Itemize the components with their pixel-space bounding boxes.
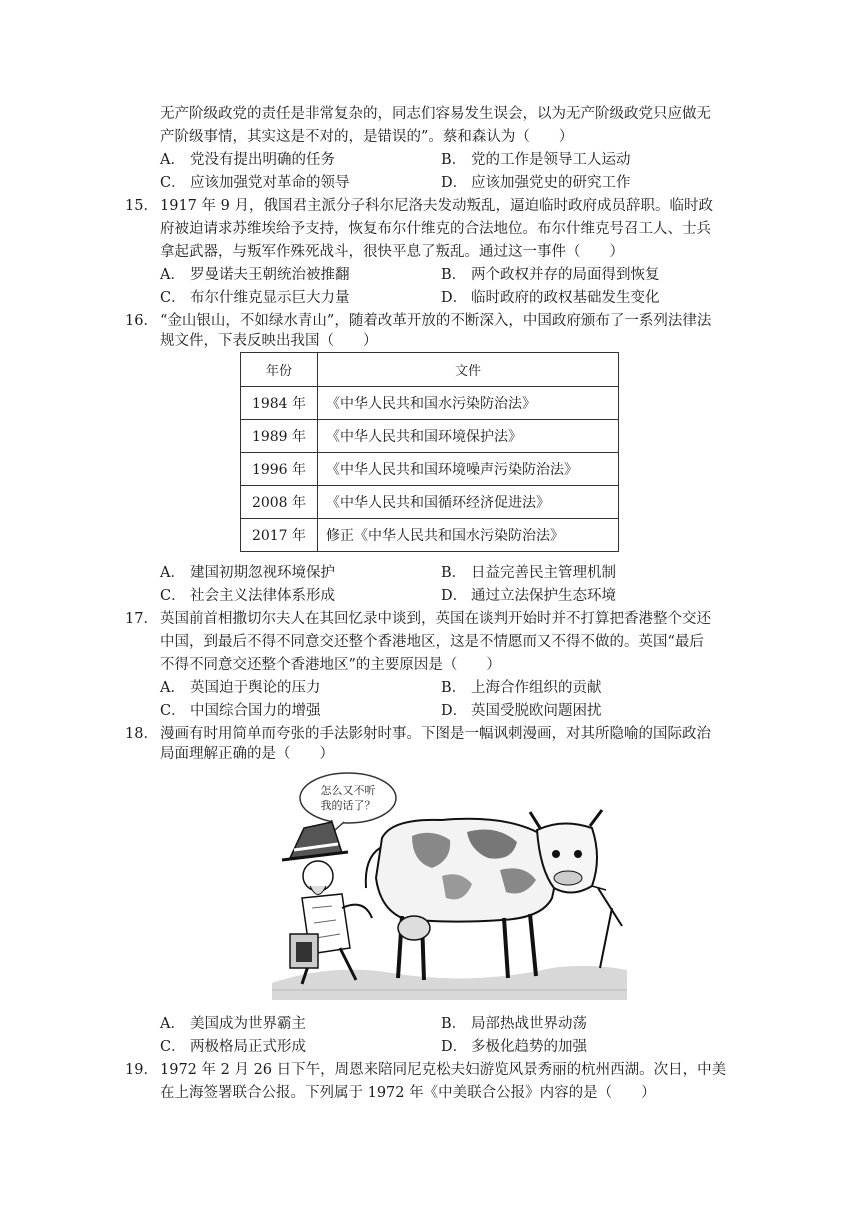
q14-option-d[interactable]: D． 应该加强党史的研究工作 [441, 175, 631, 191]
table-cell-document: 《中华人民共和国水污染防治法》 [318, 387, 619, 420]
q18-number: 18． [125, 726, 158, 742]
bubble-text-line: 怎么又不听 [320, 784, 376, 797]
cartoon-image [272, 758, 627, 1000]
q18-option-b[interactable]: B． 局部热战世界动荡 [441, 1016, 587, 1032]
q16-option-b[interactable]: B． 日益完善民主管理机制 [441, 565, 616, 581]
laws-table [240, 352, 619, 552]
table-cell-document: 修正《中华人民共和国水污染防治法》 [318, 519, 619, 552]
q16-option-c[interactable]: C． 社会主义法律体系形成 [160, 588, 335, 604]
table-cell-document: 《中华人民共和国环境保护法》 [318, 420, 619, 453]
q17-text-line: 中国，到最后不得不同意交还整个香港地区，这是不情愿而又不得不做的。英国“最后 [160, 634, 704, 650]
q17-number: 17． [125, 611, 158, 627]
table-row [241, 420, 619, 453]
q18-text-line: 局面理解正确的是（ ） [160, 746, 334, 762]
table-cell-year: 2008 年 [241, 486, 318, 519]
q15-text-line: 1917 年 9 月，俄国君主派分子科尔尼洛夫发动叛乱，逼迫临时政府成员辞职。临时政 [160, 198, 713, 214]
q17-option-b[interactable]: B． 上海合作组织的贡献 [441, 680, 602, 696]
q18-option-c[interactable]: C． 两极格局正式形成 [160, 1039, 306, 1055]
q15-number: 15． [125, 198, 158, 214]
q17-text-line: 英国前首相撒切尔夫人在其回忆录中谈到，英国在谈判开始时并不打算把香港整个交还 [160, 611, 711, 627]
q14-option-b[interactable]: B． 党的工作是领导工人运动 [441, 152, 631, 168]
q17-option-c[interactable]: C． 中国综合国力的增强 [160, 703, 321, 719]
q18-option-d[interactable]: D． 多极化趋势的加强 [441, 1039, 587, 1055]
q17-option-a[interactable]: A． 英国迫于舆论的压力 [160, 680, 321, 696]
table-row [241, 453, 619, 486]
table-row [241, 519, 619, 552]
table-cell-document: 《中华人民共和国循环经济促进法》 [318, 486, 619, 519]
q14-option-c[interactable]: C． 应该加强党对革命的领导 [160, 175, 350, 191]
q19-text-line: 在上海签署联合公报。下列属于 1972 年《中美联合公报》内容的是（ ） [160, 1085, 656, 1101]
table-header-year: 年份 [241, 353, 318, 387]
q16-text-line: “金山银山，不如绿水青山”，随着改革开放的不断深入，中国政府颁布了一系列法律法 [160, 313, 712, 329]
q14-text-line: 无产阶级政党的责任是非常复杂的，同志们容易发生误会，以为无产阶级政党只应做无 [160, 106, 711, 122]
q15-option-c[interactable]: C． 布尔什维克显示巨大力量 [160, 290, 350, 306]
table-cell-year: 1989 年 [241, 420, 318, 453]
q19-number: 19． [125, 1062, 158, 1078]
bubble-text-line: 我的话了？ [320, 799, 376, 812]
q19-text-line: 1972 年 2 月 26 日下午，周恩来陪同尼克松夫妇游览风景秀丽的杭州西湖。次日，中美 [160, 1062, 727, 1078]
q14-text-line: 产阶级事情，其实这是不对的，是错误的”。蔡和森认为（ ） [160, 129, 574, 145]
q16-text-line: 规文件，下表反映出我国（ ） [160, 333, 378, 349]
q16-option-a[interactable]: A． 建国初期忽视环境保护 [160, 565, 335, 581]
table-row [241, 387, 619, 420]
q15-option-b[interactable]: B． 两个政权并存的局面得到恢复 [441, 267, 660, 283]
table-header-row [241, 353, 619, 387]
q15-option-a[interactable]: A． 罗曼诺夫王朝统治被推翻 [160, 267, 350, 283]
q16-number: 16． [125, 313, 158, 329]
q14-option-a[interactable]: A． 党没有提出明确的任务 [160, 152, 335, 168]
table-cell-year: 2017 年 [241, 519, 318, 552]
q18-text-line: 漫画有时用简单而夸张的手法影射时事。下图是一幅讽刺漫画，对其所隐喻的国际政治 [160, 726, 711, 742]
table-header-document: 文件 [318, 353, 619, 387]
q17-option-d[interactable]: D． 英国受脱欧问题困扰 [441, 703, 602, 719]
q15-text-line: 府被迫请求苏维埃给予支持，恢复布尔什维克的合法地位。布尔什维克号召工人、士兵 [160, 221, 711, 237]
q15-text-line: 拿起武器，与叛军作殊死战斗，很快平息了叛乱。通过这一事件（ ） [160, 244, 624, 260]
q15-option-d[interactable]: D． 临时政府的政权基础发生变化 [441, 290, 660, 306]
q17-text-line: 不得不同意交还整个香港地区”的主要原因是（ ） [160, 657, 501, 673]
table-row [241, 486, 619, 519]
q18-option-a[interactable]: A． 美国成为世界霸主 [160, 1016, 306, 1032]
table-cell-year: 1996 年 [241, 453, 318, 486]
q16-option-d[interactable]: D． 通过立法保护生态环境 [441, 588, 616, 604]
table-cell-document: 《中华人民共和国环境噪声污染防治法》 [318, 453, 619, 486]
table-cell-year: 1984 年 [241, 387, 318, 420]
